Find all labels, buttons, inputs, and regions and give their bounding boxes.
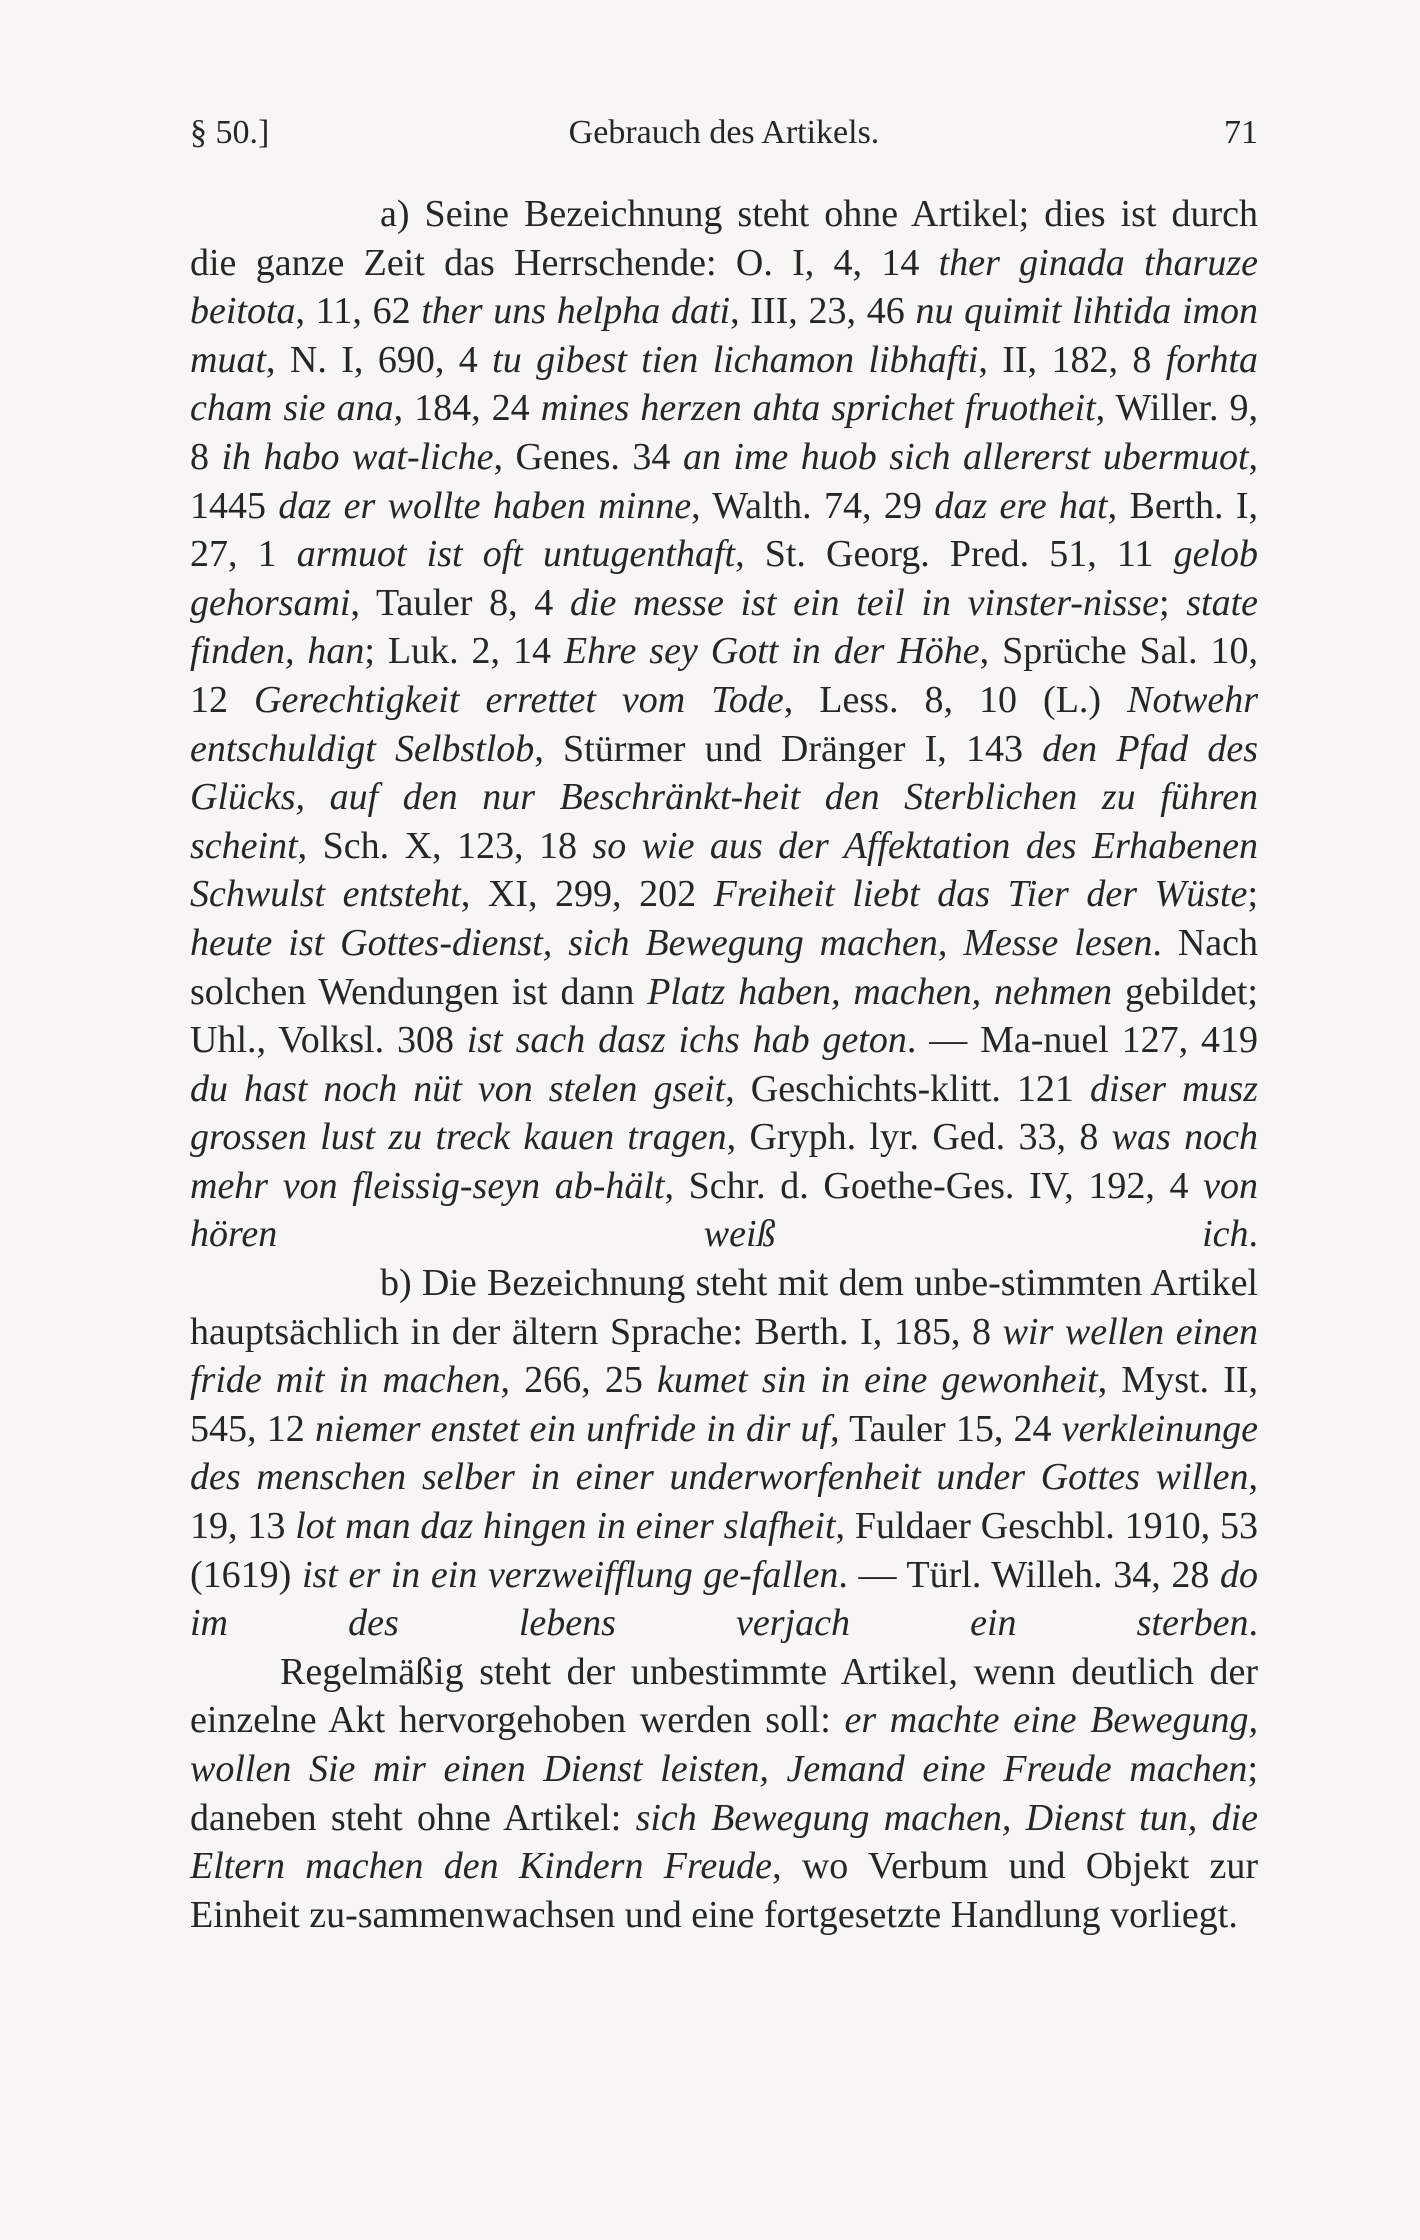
text-run: , II, 182, 8 [978,338,1166,381]
cited-example: diser musz grossen lust zu treck kauen tragen [190,1067,1259,1159]
text-run: . Nach solchen Wendungen ist dann [190,921,1258,1013]
cited-example: armuot ist oft untugenthaft [296,533,736,576]
text-run: , Myst. II, 545, 12 [190,1359,1259,1450]
cited-example: lot man daz hingen in einer slafheit [295,1505,836,1548]
text-run: , Geschichts-klitt. 121 [725,1067,1090,1110]
cited-example: die messe ist ein teil in vinster-nisse [569,581,1159,624]
text-run: Regelmäßig steht der unbestimmte Artikel, wenn deutlich der einzelne Akt hervorgehoben werden soll: [190,1650,1258,1742]
text-run: ; [1158,581,1187,624]
text-run: , St. Georg. Pred. 51, 11 [735,533,1174,576]
paragraph-a [190,190,1258,1259]
cited-example: von hören weiß ich [190,1164,1258,1256]
cited-example: sich Bewegung machen, Dienst tun, die Eltern machen den Kindern Freude [190,1796,1258,1888]
text-run: gebildet; Uhl., Volksl. 308 [190,970,1258,1062]
cited-example: gelob gehorsami [190,533,1258,624]
cited-example: Notwehr entschuldigt Selbstlob [190,678,1258,770]
cited-example: was noch mehr von fleissig-seyn ab-hält [190,1116,1259,1207]
text-run: , XI, 299, 202 [460,873,714,916]
cited-example: forhta cham sie ana [190,338,1258,430]
section-marker: § 50.] [190,114,270,151]
cited-example: Freiheit liebt das Tier der Wüste [713,873,1248,916]
cited-example: kumet sin in eine gewonheit [657,1359,1098,1402]
text-run: ; [1247,873,1258,916]
text-run: , Gryph. lyr. Ged. 33, 8 [726,1116,1112,1159]
cited-example: ther ginada tharuze beitota [190,241,1258,333]
cited-example: verkleinunge des menschen selber in einer underworfenheit under Gottes willen [190,1407,1258,1499]
running-title: Gebrauch des Artikels. [568,114,880,151]
text-run: , Sprüche Sal. 10, 12 [190,630,1259,721]
text-run: . [1248,1213,1258,1256]
text-run: , Tauler 15, 24 [830,1407,1062,1450]
text-run: , Willer. 9, 8 [190,387,1258,478]
cited-example: du hast noch nüt von stelen gseit [190,1067,726,1110]
text-run: , 1445 [190,435,1259,527]
cited-example: tu gibest tien lichamon libhafti [492,338,979,381]
text-run: b) Die Bezeichnung steht mit dem unbe-stimmten Artikel hauptsächlich in der ältern Sprache: Berth. I, 185, 8 [190,1262,1258,1353]
text-run: a) Seine Bezeichnung steht ohne Artikel; dies ist durch die ganze Zeit das Herrschende: O. I, 4, 14 [190,193,1258,284]
text-run: , Tauler 8, 4 [350,581,570,624]
cited-example: wir wellen einen fride mit in machen [190,1310,1258,1402]
text-run: , 184, 24 [393,387,541,430]
text-run: , Stürmer und Dränger I, 143 [534,727,1043,770]
page-number: 71 [1224,114,1258,151]
cited-example: do im des lebens verjach ein sterben [190,1553,1259,1645]
text-run: , III, 23, 46 [730,290,916,333]
cited-example: nu quimit lihtida imon muat [190,290,1258,381]
text-run: , Berth. I, 27, 1 [190,484,1259,576]
cited-example: ist sach dasz ichs hab geton [466,1019,907,1062]
cited-example: ther uns helpha dati [421,290,731,333]
text-run: ; daneben steht ohne Artikel: [190,1748,1258,1839]
text-run: , Walth. 74, 29 [691,484,935,527]
cited-example: ist er in ein verzweifflung ge-fallen [301,1553,839,1596]
cited-example: daz ere hat [934,484,1108,527]
cited-example: an ime huob sich allererst ubermuot [682,435,1249,478]
cited-example: Platz haben, machen, nehmen [647,970,1113,1013]
text-run: , Genes. 34 [493,435,683,478]
cited-example: so wie aus der Affektation des Erhabenen Schwulst entsteht [190,824,1258,916]
text-run: , Less. 8, 10 (L.) [783,678,1128,721]
cited-example: state finden, han [190,581,1258,673]
text-run: , 266, 25 [500,1359,657,1402]
paragraph-b [190,1259,1258,1648]
text-run: , Sch. X, 123, 18 [297,824,593,867]
text-run: . — Ma-nuel 127, 419 [906,1019,1258,1062]
cited-example: niemer enstet ein unfride in dir uf [314,1407,831,1450]
cited-example: ih habo wat-liche [221,435,494,478]
cited-example: den Pfad des Glücks, auf den nur Beschränkt-heit den Sterblichen zu führen scheint [190,727,1258,867]
text-run: ; Luk. 2, 14 [364,630,564,673]
cited-example: Gerechtigkeit errettet vom Tode [254,678,784,721]
cited-example: Ehre sey Gott in der Höhe [563,630,980,673]
cited-example: mines herzen ahta sprichet fruotheit [540,387,1096,430]
cited-example: er machte eine Bewegung, wollen Sie mir einen Dienst leisten, Jemand eine Freude machen [190,1699,1258,1790]
cited-example: heute ist Gottes-dienst, sich Bewegung machen, Messe lesen [190,921,1153,964]
text-run: , N. I, 690, 4 [266,338,493,381]
cited-example: daz er wollte haben minne [278,484,692,527]
paragraph-c [190,1648,1258,1940]
text-run: , Fuldaer Geschbl. 1910, 53 (1619) [190,1505,1258,1596]
text-run: , 11, 62 [295,290,422,333]
body-text [190,190,1258,1939]
text-run: , wo Verbum und Objekt zur Einheit zu-sammenwachsen und eine fortgesetzte Handlung vorliegt. [190,1845,1259,1936]
running-header [190,108,1258,158]
text-run: . — Türl. Willeh. 34, 28 [838,1553,1221,1596]
text-run: , Schr. d. Goethe-Ges. IV, 192, 4 [664,1164,1204,1207]
text-run: , 19, 13 [190,1456,1258,1548]
text-run: . [1248,1602,1258,1645]
